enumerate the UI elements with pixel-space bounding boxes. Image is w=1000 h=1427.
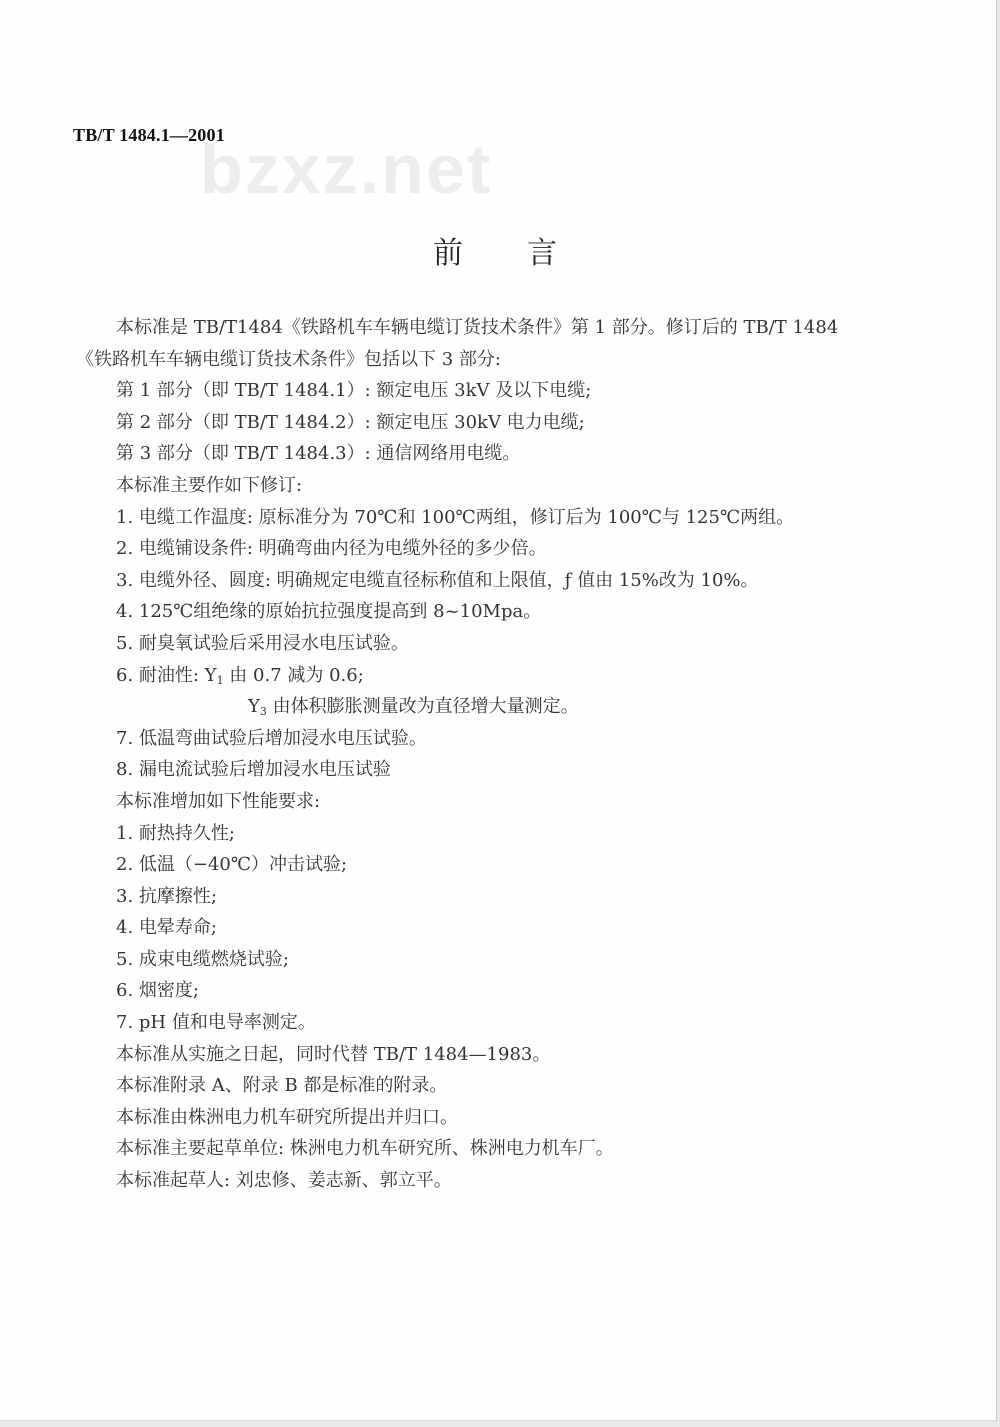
revision-item: 4. 125℃组绝缘的原始抗拉强度提高到 8~10Mpa。 [116, 601, 542, 623]
addition-item: 4. 电晕寿命; [116, 917, 217, 939]
title-char: 前 [433, 236, 463, 271]
closing-statement: 本标准从实施之日起，同时代替 TB/T 1484—1983。 [116, 1043, 551, 1065]
revision-item-6-continued: $Y_3$ 由体积膨胀测量改为直径增大量测定。 [248, 696, 579, 719]
closing-statement: 本标准主要起草单位: 株洲电力机车研究所、株洲电力机车厂。 [116, 1138, 614, 1160]
addition-item: 7. pH 值和电导率测定。 [116, 1012, 316, 1034]
revision-item: 7. 低温弯曲试验后增加浸水电压试验。 [116, 727, 427, 749]
standard-code: TB/T 1484.1—2001 [73, 125, 225, 145]
closing-statement: 本标准附录 A、附录 B 都是标准的附录。 [116, 1075, 448, 1097]
addition-item: 2. 低温（−40℃）冲击试验; [116, 854, 348, 876]
addition-item: 3. 抗摩擦性; [116, 885, 217, 907]
revision-item: 5. 耐臭氧试验后采用浸水电压试验。 [116, 632, 409, 654]
revisions-heading: 本标准主要作如下修订: [116, 474, 303, 496]
revision-item: 8. 漏电流试验后增加浸水电压试验 [116, 759, 391, 781]
revision-item: 1. 电缆工作温度: 原标准分为 70℃和 100℃两组，修订后为 100℃与 125℃两组。 [116, 506, 795, 528]
closing-statement: 本标准由株洲电力机车研究所提出并归口。 [116, 1106, 458, 1128]
revision-item: 3. 电缆外径、圆度: 明确规定电缆直径标称值和上限值，ƒ 值由 15%改为 10%。 [116, 569, 759, 591]
document-body [76, 312, 936, 1197]
closing-statement: 本标准起草人: 刘忠修、姜志新、郭立平。 [116, 1170, 452, 1192]
part-item: 第 2 部分（即 TB/T 1484.2）: 额定电压 30kV 电力电缆; [116, 411, 585, 433]
revision-item: 2. 电缆铺设条件: 明确弯曲内径为电缆外径的多少倍。 [116, 538, 547, 560]
page-title [433, 228, 557, 272]
addition-item: 1. 耐热持久性; [116, 822, 235, 844]
revision-item-6: 6. 耐油性: $Y_1$ 由 0.7 减为 0.6; [116, 664, 364, 687]
addition-item: 6. 烟密度; [116, 980, 199, 1002]
addition-item: 5. 成束电缆燃烧试验; [116, 948, 289, 970]
part-item: 第 3 部分（即 TB/T 1484.3）: 通信网络用电缆。 [116, 443, 521, 465]
watermark: bzxz.net [200, 130, 493, 208]
part-item: 第 1 部分（即 TB/T 1484.1）: 额定电压 3kV 及以下电缆; [116, 380, 592, 402]
title-char: 言 [527, 236, 557, 271]
additions-heading: 本标准增加如下性能要求: [116, 790, 321, 812]
intro-line-2: 《铁路机车车辆电缆订货技术条件》包括以下 3 部分: [76, 348, 501, 370]
intro-line-1: 本标准是 TB/T1484《铁路机车车辆电缆订货技术条件》第 1 部分。修订后的 TB/T 1484 [116, 317, 839, 338]
